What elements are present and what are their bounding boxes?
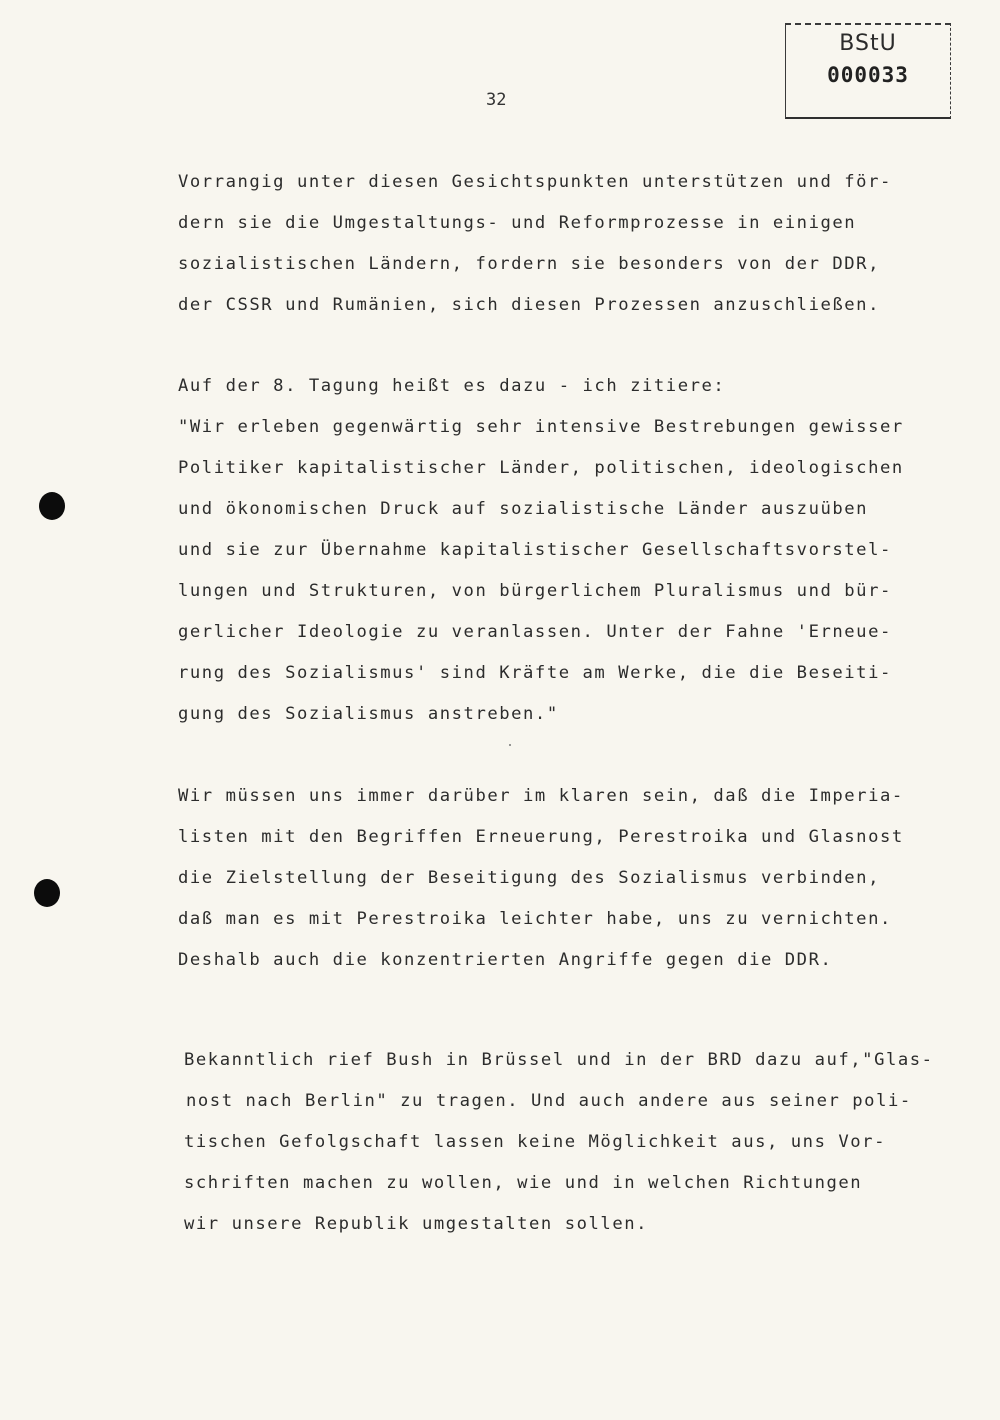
paragraph-1	[178, 162, 892, 326]
ink-speck	[509, 744, 511, 746]
text-line: Politiker kapitalistischer Länder, politischen, ideologischen	[178, 458, 904, 478]
text-line: tischen Gefolgschaft lassen keine Möglichkeit aus, uns Vor-	[184, 1132, 886, 1152]
text-line: gung des Sozialismus anstreben."	[178, 704, 559, 724]
text-line: der CSSR und Rumänien, sich diesen Prozessen anzuschließen.	[178, 295, 880, 315]
text-line: und sie zur Übernahme kapitalistischer Gesellschaftsvorstel-	[178, 540, 892, 560]
text-line: Vorrangig unter diesen Gesichtspunkten unterstützen und för-	[178, 172, 892, 192]
text-line: Deshalb auch die konzentrierten Angriffe gegen die DDR.	[178, 950, 833, 970]
paragraph-4	[184, 1040, 934, 1245]
text-line: gerlicher Ideologie zu veranlassen. Unter der Fahne 'Erneue-	[178, 622, 892, 642]
text-line: rung des Sozialismus' sind Kräfte am Werke, die die Beseiti-	[178, 663, 892, 683]
text-line: und ökonomischen Druck auf sozialistische Länder auszuüben	[178, 499, 869, 519]
page-number: 32	[486, 90, 507, 110]
paragraph-2-quote	[178, 366, 904, 735]
text-line: Bekanntlich rief Bush in Brüssel und in der BRD dazu auf,"Glas-	[184, 1050, 934, 1070]
archive-stamp	[785, 23, 951, 119]
text-line: Auf der 8. Tagung heißt es dazu - ich zitiere:	[178, 376, 726, 396]
text-line: sozialistischen Ländern, fordern sie besonders von der DDR,	[178, 254, 880, 274]
paragraph-3	[178, 776, 904, 981]
text-line: schriften machen zu wollen, wie und in welchen Richtungen	[184, 1173, 863, 1193]
text-line: lungen und Strukturen, von bürgerlichem Pluralismus und bür-	[178, 581, 892, 601]
punch-hole-top	[39, 492, 65, 520]
stamp-document-number: 000033	[827, 63, 909, 87]
text-line: daß man es mit Perestroika leichter habe, uns zu vernichten.	[178, 909, 892, 929]
text-line: Wir müssen uns immer darüber im klaren sein, daß die Imperia-	[178, 786, 904, 806]
text-line: nost nach Berlin" zu tragen. Und auch andere aus seiner poli-	[186, 1091, 912, 1111]
text-line: "Wir erleben gegenwärtig sehr intensive Bestrebungen gewisser	[178, 417, 904, 437]
text-line: dern sie die Umgestaltungs- und Reformprozesse in einigen	[178, 213, 857, 233]
text-line: wir unsere Republik umgestalten sollen.	[184, 1214, 649, 1234]
text-line: die Zielstellung der Beseitigung des Sozialismus verbinden,	[178, 868, 880, 888]
stamp-organization: BStU	[839, 31, 897, 56]
punch-hole-bottom	[34, 879, 60, 907]
text-line: listen mit den Begriffen Erneuerung, Perestroika und Glasnost	[178, 827, 904, 847]
